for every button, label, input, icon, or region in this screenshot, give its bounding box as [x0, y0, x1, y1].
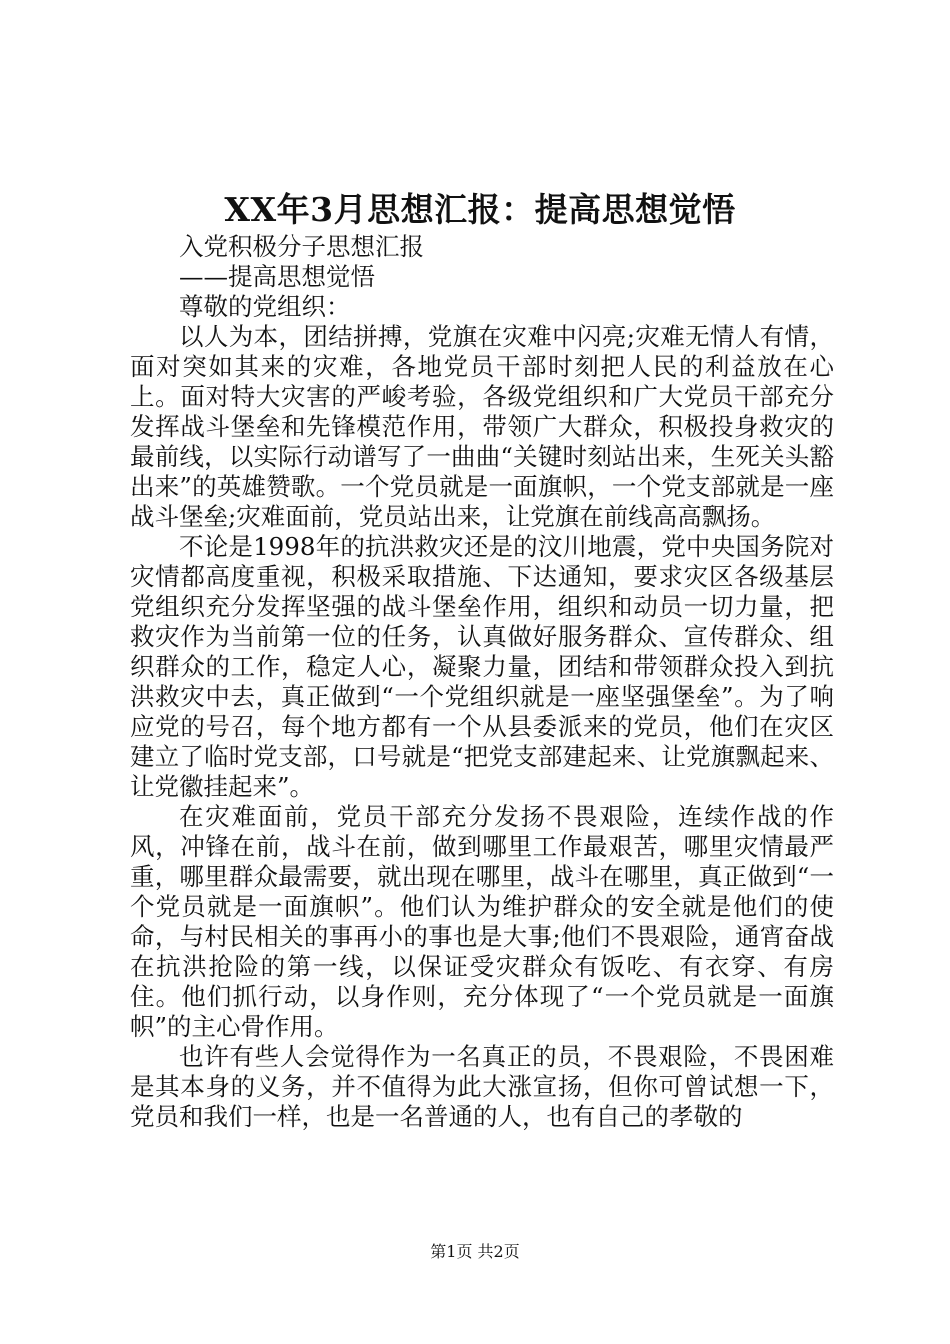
- salutation-line: 尊敬的党组织：: [179, 292, 351, 321]
- page-footer: 第1页 共2页: [430, 1242, 520, 1261]
- document-title: XX年3月思想汇报：提高思想觉悟: [224, 190, 736, 229]
- body-paragraph: 以人为本，团结拼搏，党旗在灾难中闪亮;灾难无情人有情，面对突如其来的灾难，各地党员干部时刻把人民的利益放在心上。面对特大灾害的严峻考验，各级党组织和广大党员干部充分发挥战斗堡垒和先锋模范作用，带领广大群众，积极投身救灾的最前线，以实际行动谱写了一曲曲“关键时刻站出来，生死关头豁出来”的英雄赞歌。一个党员就是一面旗帜，一个党支部就是一座战斗堡垒;灾难面前，党员站出来，让党旗在前线高高飘扬。: [130, 322, 834, 531]
- body-paragraph: 不论是1998年的抗洪救灾还是的汶川地震，党中央国务院对灾情都高度重视，积极采取措施、下达通知，要求灾区各级基层党组织充分发挥坚强的战斗堡垒作用，组织和动员一切力量，把救灾作为当前第一位的任务，认真做好服务群众、宣传群众、组织群众的工作，稳定人心，凝聚力量，团结和带领群众投入到抗洪救灾中去，真正做到“一个党组织就是一座坚强堡垒”。为了响应党的号召，每个地方都有一个从县委派来的党员，他们在灾区建立了临时党支部，口号就是“把党支部建起来、让党旗飘起来、让党徽挂起来”。: [130, 532, 834, 801]
- document-body: [130, 232, 834, 1132]
- report-type-line: 入党积极分子思想汇报: [179, 232, 424, 261]
- body-paragraph: 也许有些人会觉得作为一名真正的员，不畏艰险，不畏困难是其本身的义务，并不值得为此大涨宣扬，但你可曾试想一下，党员和我们一样，也是一名普通的人，也有自己的孝敬的: [130, 1042, 834, 1131]
- body-paragraph: 在灾难面前，党员干部充分发扬不畏艰险，连续作战的作风，冲锋在前，战斗在前，做到哪里工作最艰苦，哪里灾情最严重，哪里群众最需要，就出现在哪里，战斗在哪里，真正做到“一个党员就是一面旗帜”。他们认为维护群众的安全就是他们的使命，与村民相关的事再小的事也是大事;他们不畏艰险，通宵奋战在抗洪抢险的第一线，以保证受灾群众有饭吃、有衣穿、有房住。他们抓行动，以身作则，充分体现了“一个党员就是一面旗帜”的主心骨作用。: [130, 802, 834, 1041]
- report-subtitle-line: ——提高思想觉悟: [179, 262, 375, 291]
